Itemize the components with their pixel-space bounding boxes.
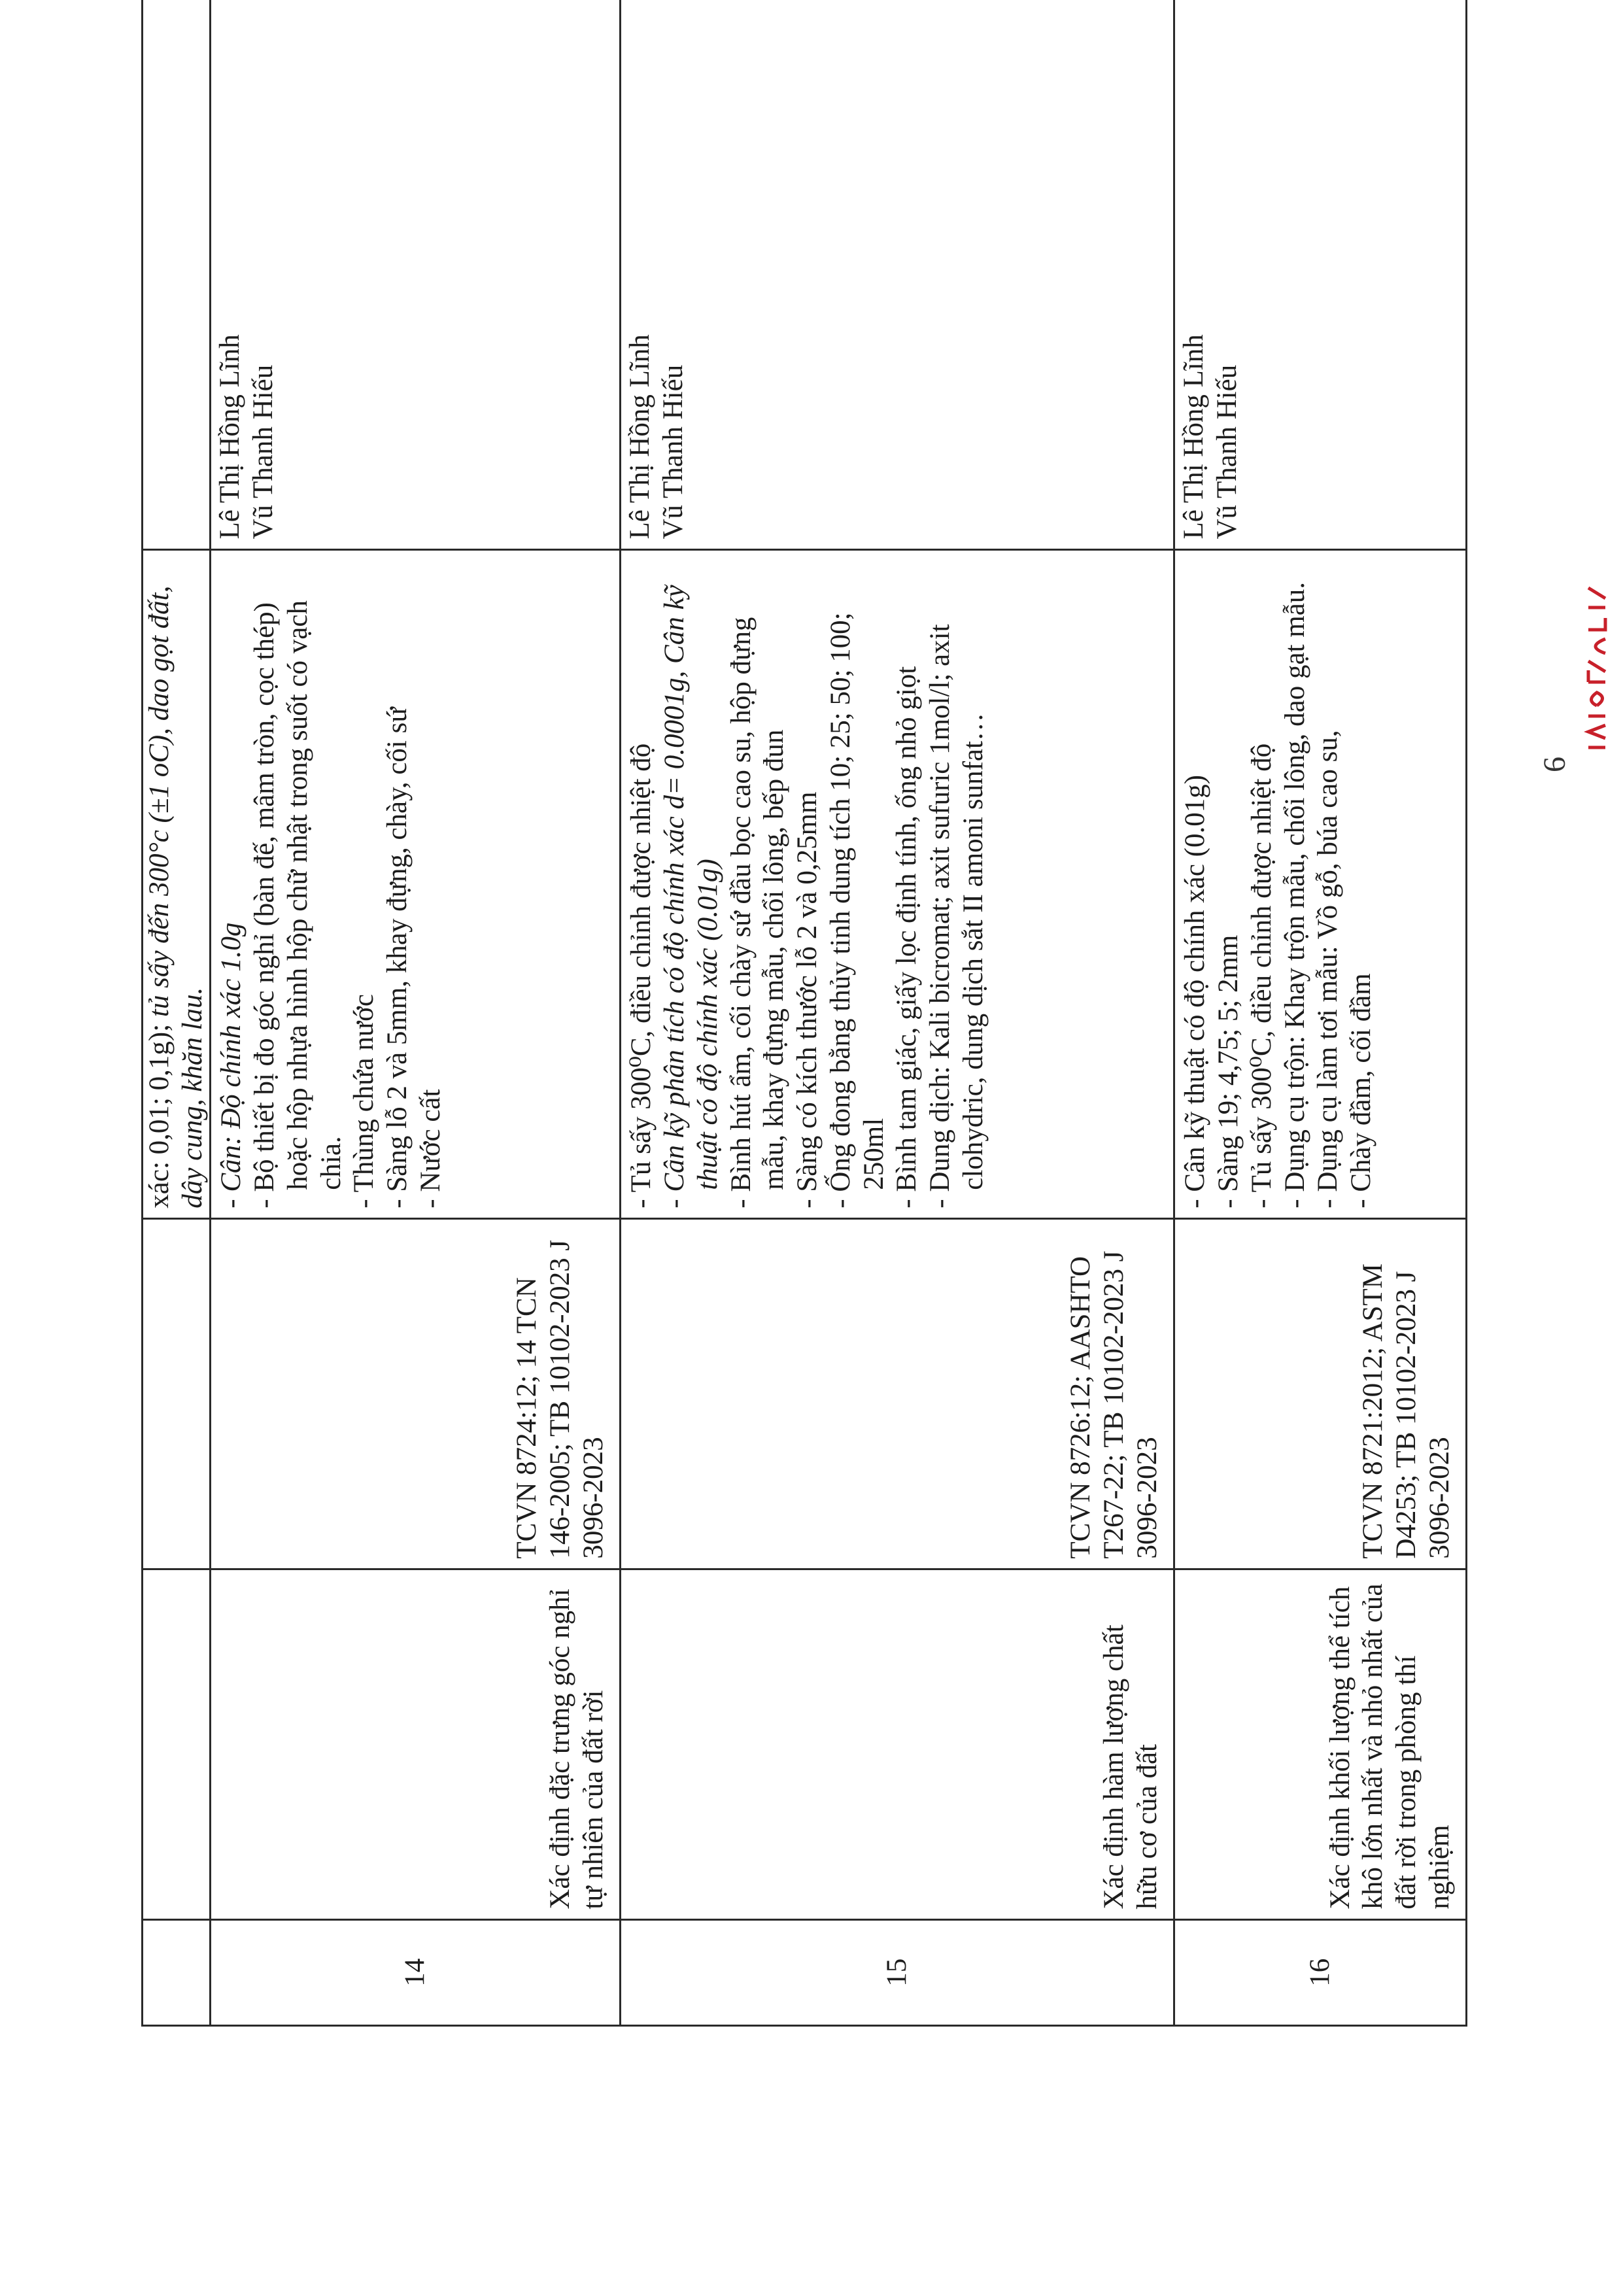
equipment-item: - Cân kỹ phân tích có độ chính xác d= 0.0001g, Cân kỹ thuật có độ chính xác (0.01g) (659, 585, 723, 1208)
table-row (1174, 0, 1467, 2026)
staff-name: Vũ Thanh Hiếu (248, 364, 279, 540)
equipment-item: - Tủ sấy 300⁰C, điều chỉnh được nhiệt độ (626, 743, 657, 1208)
cell-standard (143, 1218, 211, 1569)
test-name: Xác định hàm lượng chất hữu cơ của đất (621, 1569, 1174, 1919)
staff-list (211, 0, 621, 549)
row-number: 15 (621, 1919, 1174, 2025)
equipment-item: - Ống đong bằng thủy tinh dung tích 10; 25; 50; 100; 250ml (825, 612, 889, 1208)
equipment-item: - Sàng có kích thước lỗ 2 và 0,25mm (792, 791, 823, 1208)
equipment-fragment-italic: tủ sấy đến 300°c (±1 oC), dao gọt đất, dây cung, khăn lau. (144, 585, 208, 1208)
staff-name: Vũ Thanh Hiếu (1212, 364, 1243, 540)
equipment-item: - Nước cất (415, 1089, 446, 1208)
staff-name: Lê Thị Hồng Lĩnh (624, 334, 656, 540)
page-number: 6 (1537, 757, 1572, 772)
staff-list (621, 0, 1174, 549)
staff-name: Lê Thị Hồng Lĩnh (214, 334, 246, 540)
equipment-item: - Sàng 19; 4,75; 5; 2mm (1213, 934, 1244, 1208)
equipment-list (621, 549, 1174, 1218)
equipment-item: - Bình hút ẩm, cối chày sứ đầu bọc cao su, hộp đựng mẫu, khay đựng mẫu, chổi lông, bếp đun (725, 617, 790, 1208)
equipment-list (1174, 549, 1467, 1218)
test-standard: TCVN 8724:12; 14 TCN 146-2005; TB 10102-2023 J 3096-2023 (211, 1218, 621, 1569)
equipment-item: - Tủ sấy 300⁰C, điều chỉnh được nhiệt độ (1246, 743, 1277, 1208)
cell-staff (143, 0, 211, 549)
equipment-table (141, 0, 1467, 2027)
equipment-fragment: xác: 0,01; 0,1g); (144, 1017, 175, 1208)
equipment-item: - Thùng chứa nước (349, 994, 380, 1208)
staff-name: Vũ Thanh Hiếu (658, 364, 689, 540)
cell-no (143, 1919, 211, 2025)
row-number: 14 (211, 1919, 621, 2025)
equipment-item: - Cân: Độ chính xác 1.0g (216, 922, 247, 1208)
red-stamp-edge (1566, 583, 1612, 753)
equipment-item: - Bình tam giác, giấy lọc định tính, ống nhỏ giọt (891, 666, 923, 1208)
test-name: Xác định đặc trưng góc nghỉ tự nhiên của đất rời (211, 1569, 621, 1919)
equipment-list (211, 549, 621, 1218)
equipment-item: - Dụng cụ làm tơi mẫu: Vồ gỗ, búa cao su, (1312, 730, 1344, 1208)
table-row (621, 0, 1174, 2026)
cell-name (143, 1569, 211, 1919)
test-standard: TCVN 8726:12; AASHTO T267-22; TB 10102-2023 J 3096-2023 (621, 1218, 1174, 1569)
cell-equipment-continued (143, 549, 211, 1218)
equipment-item: - Sàng lỗ 2 và 5mm, khay đựng, chày, cối sứ (382, 707, 413, 1208)
test-standard: TCVN 8721:2012; ASTM D4253; TB 10102-2023 J 3096-2023 (1174, 1218, 1467, 1569)
test-name: Xác định khối lượng thể tích khô lớn nhất và nhỏ nhất của đất rời trong phòng thí nghiệm (1174, 1569, 1467, 1919)
equipment-item: - Bộ thiết bị đo góc nghỉ (bàn đế, mâm tròn, cọc thép) hoặc hộp nhựa hình hộp chữ nhật trong suốt có vạch chia. (249, 600, 347, 1208)
table-row (211, 0, 621, 2026)
table-row-continued (143, 0, 211, 2026)
equipment-item: - Dung dịch: Kali bicromat; axit sufuric 1mol/l; axit clohydric, dung dịch sắt II amoni sunfat… (925, 624, 989, 1208)
row-number: 16 (1174, 1919, 1467, 2025)
equipment-item: - Chày đầm, cối đầm (1346, 973, 1377, 1208)
equipment-item: - Cân kỹ thuật có độ chính xác (0.01g) (1180, 774, 1211, 1208)
equipment-item: - Dụng cụ trộn: Khay trộn mẫu, chổi lông, dao gạt mẫu. (1279, 581, 1310, 1208)
staff-list (1174, 0, 1467, 549)
staff-name: Lê Thị Hồng Lĩnh (1178, 334, 1210, 540)
